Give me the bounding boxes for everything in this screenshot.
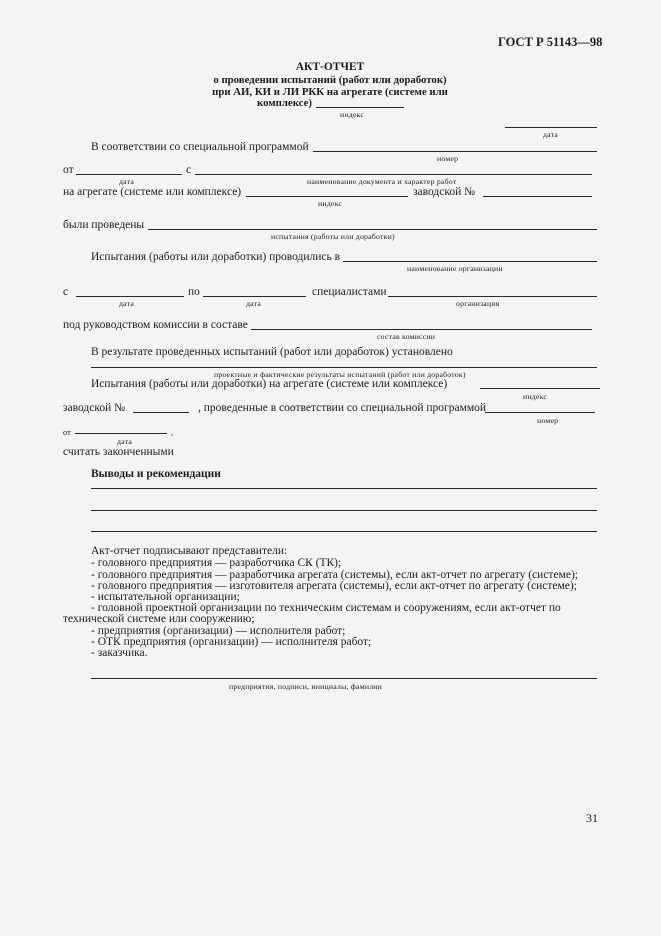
from-label: от bbox=[63, 164, 74, 176]
conclusions-line-3[interactable] bbox=[91, 531, 597, 532]
signature-item: - головного предприятия — изготовителя агрегата (системы), если акт-отчет по агрегату (системе); bbox=[91, 580, 577, 592]
title-line-2: о проведении испытаний (работ или доработок) bbox=[213, 74, 447, 86]
comma: , bbox=[171, 427, 174, 437]
start-date-caption: дата bbox=[119, 299, 134, 308]
factory-no-field[interactable] bbox=[133, 412, 189, 413]
results-caption: проектные и фактические результаты испытаний (работ или доработок) bbox=[214, 370, 466, 379]
specialists-label: специалистами bbox=[312, 286, 387, 298]
signature-item: - головного предприятия — разработчика СК (ТК); bbox=[91, 557, 342, 569]
organization-name-field[interactable] bbox=[343, 261, 597, 262]
program-number-field-2[interactable] bbox=[485, 412, 595, 413]
signature-field[interactable] bbox=[91, 678, 597, 679]
tests-caption: испытания (работы или доработки) bbox=[271, 232, 395, 241]
commission-field[interactable] bbox=[251, 329, 592, 330]
signatures-intro: Акт-отчет подписывают представители: bbox=[91, 545, 288, 557]
signature-item: - ОТК предприятия (организации) — исполнителя работ; bbox=[91, 636, 372, 648]
from2-label: с bbox=[63, 286, 69, 298]
program-number-field[interactable] bbox=[313, 151, 597, 152]
aggregate-index-caption-2: индекс bbox=[523, 392, 548, 401]
number-caption-2: номер bbox=[537, 416, 559, 425]
conducted-in-text: Испытания (работы или доработки) проводились в bbox=[91, 251, 341, 263]
aggregate-index-caption: индекс bbox=[318, 199, 343, 208]
commission-caption: состав комиссии bbox=[377, 332, 436, 341]
signature-item: - заказчика. bbox=[91, 647, 148, 659]
tests-field[interactable] bbox=[148, 229, 597, 230]
factory-no-text: заводской № bbox=[63, 402, 126, 414]
to-label: по bbox=[188, 286, 200, 298]
results-field[interactable] bbox=[91, 367, 597, 368]
result-text: В результате проведенных испытаний (работ или доработок) установлено bbox=[91, 346, 453, 358]
program-date-field[interactable] bbox=[75, 433, 167, 434]
from3-label: от bbox=[63, 427, 71, 437]
signature-item: - головной проектной организации по техническим системам и сооружениям, если акт-отчет по bbox=[91, 602, 561, 614]
factory-label: заводской № bbox=[413, 186, 476, 198]
signature-caption: предприятия, подписи, инициалы, фамилии bbox=[229, 682, 383, 691]
end-date-field[interactable] bbox=[203, 296, 306, 297]
title-line-3: при АИ, КИ и ЛИ РКК на агрегате (системе или bbox=[212, 86, 448, 98]
signature-item-continuation: технической системе или сооружению; bbox=[63, 613, 255, 625]
page-number: 31 bbox=[586, 811, 598, 825]
end-date-caption: дата bbox=[246, 299, 261, 308]
organization-caption: организация bbox=[456, 299, 500, 308]
signature-item: - предприятия (организации) — исполнителя работ; bbox=[91, 625, 346, 637]
index-caption: индекс bbox=[340, 110, 365, 119]
conducted-per-program-text: , проведенные в соответствии со специальной программой bbox=[198, 402, 487, 414]
conclusions-heading: Выводы и рекомендации bbox=[91, 468, 221, 480]
number-caption: номер bbox=[437, 154, 459, 163]
commission-text: под руководством комиссии в составе bbox=[63, 319, 248, 331]
signature-item: - головного предприятия — разработчика агрегата (системы), если акт-отчет по агрегату (системе); bbox=[91, 569, 578, 581]
aggregate-text: на агрегате (системе или комплексе) bbox=[63, 186, 242, 198]
date-field[interactable] bbox=[505, 127, 597, 128]
considered-completed-text: считать законченными bbox=[63, 446, 174, 458]
document-title: АКТ-ОТЧЕТ bbox=[295, 61, 365, 73]
aggregate-index-field[interactable] bbox=[246, 196, 408, 197]
org-name-caption: наименование организации bbox=[407, 264, 503, 273]
title-line-4: комплексе) bbox=[257, 97, 312, 109]
date-caption: дата bbox=[543, 130, 558, 139]
document-caption: наименование документа и характер работ bbox=[307, 177, 457, 186]
tests-on-aggregate-text: Испытания (работы или доработки) на агрегате (системе или комплексе) bbox=[91, 378, 448, 390]
factory-number-field[interactable] bbox=[483, 196, 592, 197]
program-date-caption: дата bbox=[117, 437, 132, 446]
conclusions-line-2[interactable] bbox=[91, 510, 597, 511]
program-text: В соответствии со специальной программой bbox=[91, 141, 309, 153]
were-conducted-text: были проведены bbox=[63, 219, 145, 231]
signature-item: - испытательной организации; bbox=[91, 591, 240, 603]
from-date-field[interactable] bbox=[76, 174, 182, 175]
aggregate-index-field-2[interactable] bbox=[480, 388, 600, 389]
with-label: с bbox=[186, 164, 192, 176]
start-date-field[interactable] bbox=[76, 296, 184, 297]
specialists-organization-field[interactable] bbox=[388, 296, 597, 297]
document-name-field[interactable] bbox=[195, 174, 592, 175]
index-field[interactable] bbox=[316, 107, 404, 108]
conclusions-line-1[interactable] bbox=[91, 488, 597, 489]
standard-number: ГОСТ Р 51143—98 bbox=[498, 35, 603, 49]
from-date-caption: дата bbox=[119, 177, 134, 186]
